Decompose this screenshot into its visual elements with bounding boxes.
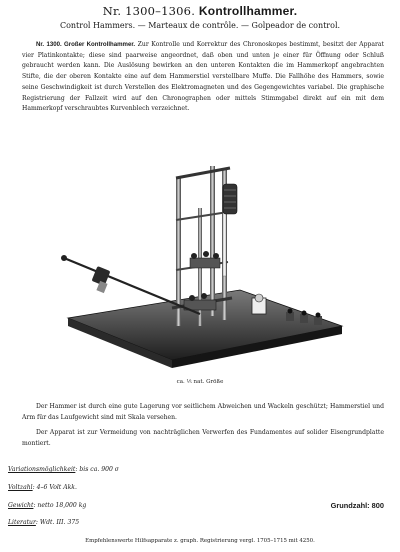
title-name: Kontrollhammer. — [198, 4, 298, 18]
spec-key: Literatur — [8, 519, 36, 526]
spec-variation — [8, 466, 119, 473]
page-title — [0, 4, 400, 18]
title-numbers: Nr. 1300–1306. — [102, 4, 196, 18]
spec-key: Gewicht — [8, 502, 34, 509]
notes-paragraph-1: Der Hammer ist durch eine gute Lagerung vor seitlichem Abweichen und Wackeln geschützt; Hammerstiel und Arm für das Laufgewicht sind mit Skala versehen. — [22, 403, 384, 421]
spec-value: : bis ca. 900 σ — [75, 466, 119, 473]
footer-note: Empfehlenswerte Hilfsapparate z. graph. Registrierung vergl. 1705–1715 mit 4250. — [85, 538, 315, 544]
description-lead: Nr. 1300. Großer Kontrollhammer. — [36, 41, 136, 48]
description-body: Zur Kontrolle und Korrektur des Chronoskopes bestimmt, besitzt der Apparat vier Platinkontakte; diese sind paarweise angeordnet, daß oben und unten je einer für Öffnung oder Schluß gebraucht werden kann. Die Auslösung bewirken an den unteren Kontakten die im Hammerkopf angebrachten Stifte, die der oberen Kontakte eine auf dem Hammerstiel verstellbare Muffe. Die Fallhöhe des Hammers, sowie seine Geschwindigkeit ist durch Verstellen des Elektromagneten und des Gegengewichtes variabel. Die graphische Registrierung der Fallzeit wird auf den Chronographen oder mittels Stimmgabel direkt auf ein mit dem Hammerkopf verschraubtes Kurvenblech verzeichnet. — [22, 41, 385, 113]
spec-weight — [8, 502, 86, 509]
description-paragraph — [22, 40, 384, 115]
figure-caption: ca. ⅕ nat. Größe — [176, 379, 224, 385]
page-subtitle: Control Hammers. — Marteaux de contrôle. — Golpeador de control. — [59, 21, 341, 30]
spec-literature — [8, 519, 79, 526]
spec-key: Voltzahl — [8, 484, 33, 491]
spec-value: : 4–6 Volt Akk. — [32, 484, 77, 491]
spec-value: : netto 18,000 kg — [33, 502, 87, 509]
base-number: Grundzahl: 800 — [330, 501, 384, 510]
spec-key: Variationsmöglichkeit — [8, 466, 76, 473]
control-hammer-illustration — [60, 148, 350, 378]
spec-value: : Wdt. III. 375 — [35, 519, 80, 526]
spec-voltage — [8, 484, 77, 491]
notes-paragraph-2: Der Apparat ist zur Vermeidung von nachträglichen Verwerfen des Fundamentes auf solider Eisengrundplatte montiert. — [22, 429, 384, 447]
